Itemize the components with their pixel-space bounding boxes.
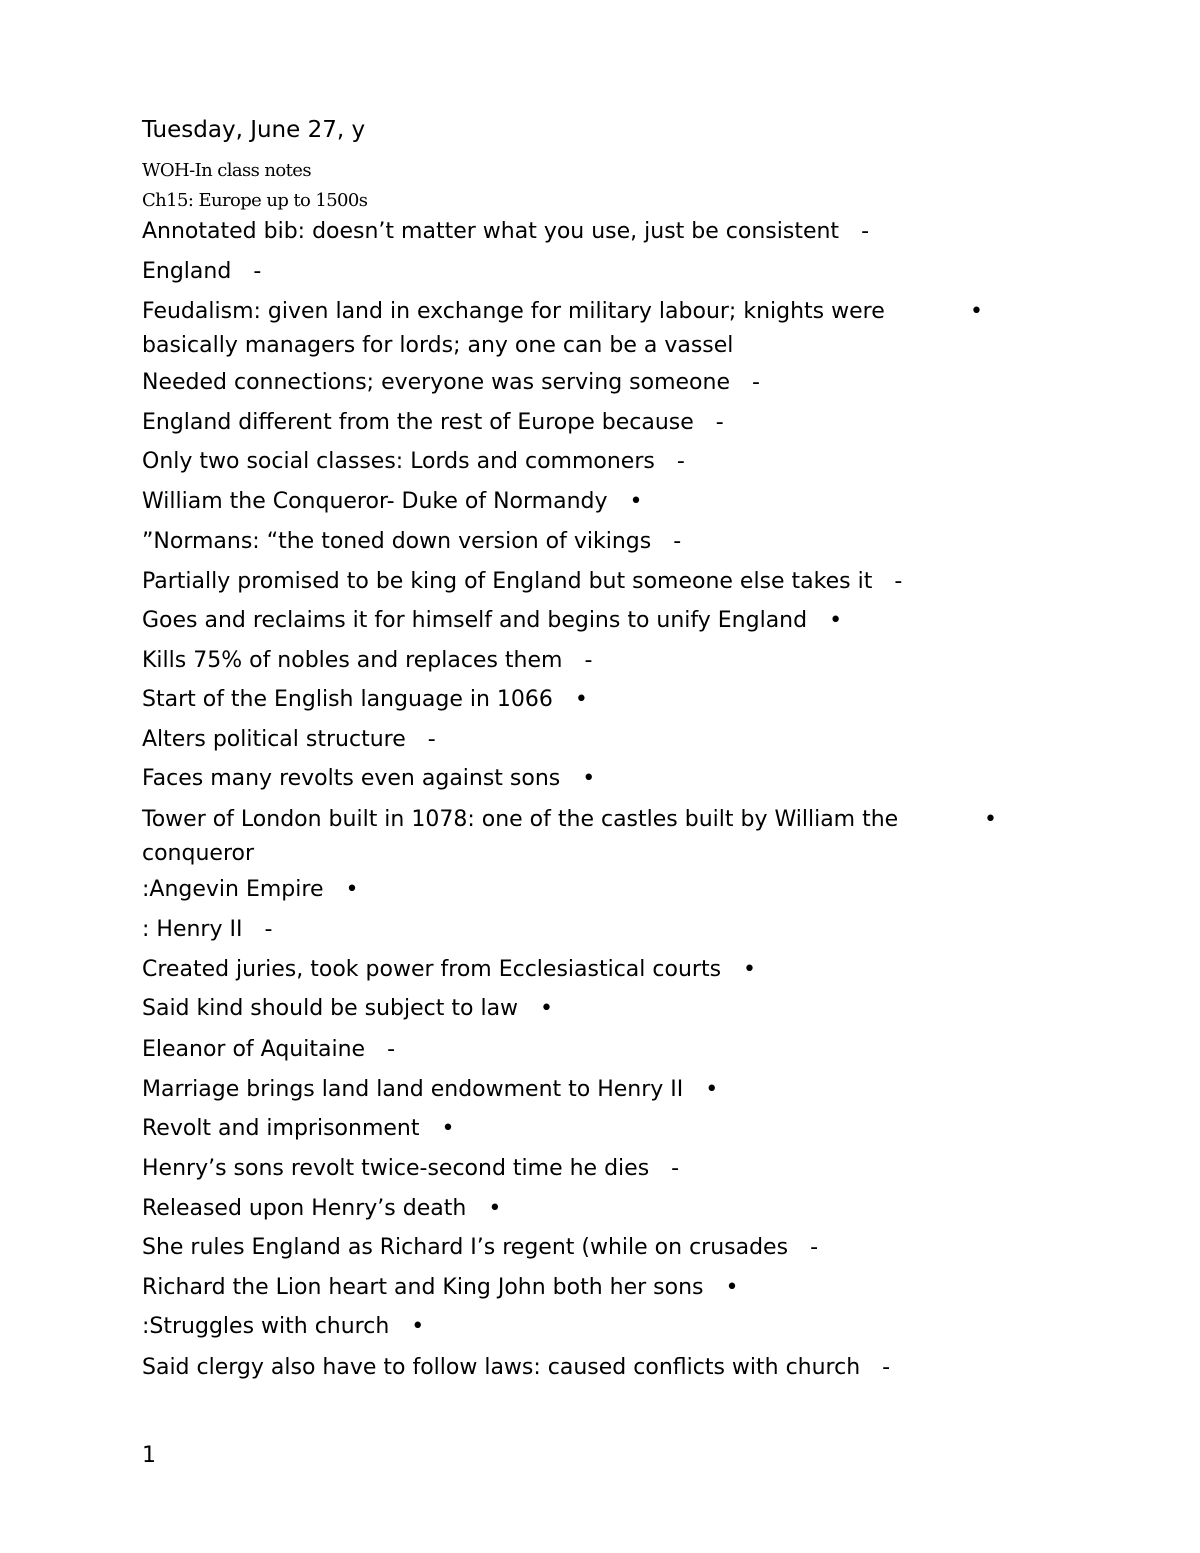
dash-marker: - <box>427 727 436 752</box>
note-text: Start of the English language in 1066 <box>142 687 553 712</box>
bullet-marker: • <box>411 1314 425 1339</box>
note-text: : Henry II <box>142 917 243 942</box>
note-line <box>142 1073 718 1107</box>
note-line <box>142 215 869 249</box>
dash-marker: - <box>715 410 724 435</box>
bullet-marker: • <box>582 766 596 791</box>
note-text: England different from the rest of Europe because <box>142 410 694 435</box>
note-line <box>142 295 983 363</box>
note-line <box>142 1310 424 1344</box>
note-text: Only two social classes: Lords and commoners <box>142 449 655 474</box>
dash-marker: - <box>264 917 273 942</box>
note-text: Partially promised to be king of England but someone else takes it <box>142 569 873 594</box>
note-line <box>142 992 553 1026</box>
note-text: Said clergy also have to follow laws: caused conflicts with church <box>142 1355 861 1380</box>
note-text: Said kind should be subject to law <box>142 996 519 1021</box>
note-line <box>142 525 681 559</box>
note-text: Richard the Lion heart and King John both her sons <box>142 1275 704 1300</box>
note-line <box>142 406 724 440</box>
bullet-marker: • <box>488 1196 502 1221</box>
dash-marker: - <box>387 1037 396 1062</box>
note-text: Alters political structure <box>142 727 406 752</box>
note-line <box>142 873 358 907</box>
note-line <box>142 1351 890 1385</box>
note-line <box>142 565 902 599</box>
bullet-marker: • <box>629 489 643 514</box>
page-number: 1 <box>142 1443 156 1468</box>
note-line <box>142 803 997 871</box>
note-text: She rules England as Richard I’s regent (while on crusades <box>142 1235 789 1260</box>
note-line <box>142 604 842 638</box>
dash-marker: - <box>673 529 682 554</box>
note-text: Released upon Henry’s death <box>142 1196 467 1221</box>
note-text: Feudalism: given land in exchange for military labour; knights were basically managers for lords; any one can be a vassel <box>142 299 885 358</box>
note-text: Henry’s sons revolt twice-second time he dies <box>142 1156 650 1181</box>
bullet-marker: • <box>345 877 359 902</box>
note-line <box>142 723 436 757</box>
note-line <box>142 1152 679 1186</box>
note-line <box>142 913 272 947</box>
dash-marker: - <box>584 648 593 673</box>
note-text: Revolt and imprisonment <box>142 1116 420 1141</box>
note-line <box>142 1112 454 1146</box>
chapter-title: Ch15: Europe up to 1500s <box>142 190 368 211</box>
note-line <box>142 445 685 479</box>
dash-marker: - <box>253 259 262 284</box>
dash-marker: - <box>676 449 685 474</box>
bullet-marker: • <box>829 608 843 633</box>
note-text: Kills 75% of nobles and replaces them <box>142 648 563 673</box>
note-text: Goes and reclaims it for himself and begins to unify England <box>142 608 808 633</box>
course-title: WOH-In class notes <box>142 160 311 181</box>
note-line <box>142 1271 739 1305</box>
note-line <box>142 762 595 796</box>
bullet-marker: • <box>441 1116 455 1141</box>
note-text: ”Normans: “the toned down version of vikings <box>142 529 652 554</box>
note-line <box>142 644 592 678</box>
note-date: Tuesday, June 27, y <box>142 117 366 143</box>
bullet-marker: • <box>705 1077 719 1102</box>
dash-marker: - <box>894 569 903 594</box>
bullet-marker: • <box>743 957 757 982</box>
note-text: England <box>142 259 232 284</box>
bullet-marker: • <box>574 687 588 712</box>
note-text: William the Conqueror- Duke of Normandy <box>142 489 608 514</box>
note-text: Eleanor of Aquitaine <box>142 1037 366 1062</box>
note-line <box>142 683 588 717</box>
note-line <box>142 953 756 987</box>
note-text: Marriage brings land land endowment to Henry II <box>142 1077 684 1102</box>
note-line <box>142 485 643 519</box>
dash-marker: - <box>882 1355 891 1380</box>
note-line <box>142 1033 395 1067</box>
bullet-marker: • <box>970 299 983 324</box>
note-text: Annotated bib: doesn’t matter what you use, just be consistent <box>142 219 840 244</box>
note-text: :Struggles with church <box>142 1314 390 1339</box>
note-text: Needed connections; everyone was serving someone <box>142 370 730 395</box>
bullet-marker: • <box>984 807 997 832</box>
bullet-marker: • <box>725 1275 739 1300</box>
note-line <box>142 1192 501 1226</box>
note-text: :Angevin Empire <box>142 877 324 902</box>
dash-marker: - <box>671 1156 680 1181</box>
bullet-marker: • <box>540 996 554 1021</box>
note-text: Tower of London built in 1078: one of the castles built by William the conqueror <box>142 807 899 866</box>
note-line <box>142 255 261 289</box>
dash-marker: - <box>751 370 760 395</box>
note-line <box>142 366 760 400</box>
note-text: Created juries, took power from Ecclesiastical courts <box>142 957 722 982</box>
dash-marker: - <box>861 219 870 244</box>
note-text: Faces many revolts even against sons <box>142 766 561 791</box>
note-line <box>142 1231 818 1265</box>
dash-marker: - <box>810 1235 819 1260</box>
